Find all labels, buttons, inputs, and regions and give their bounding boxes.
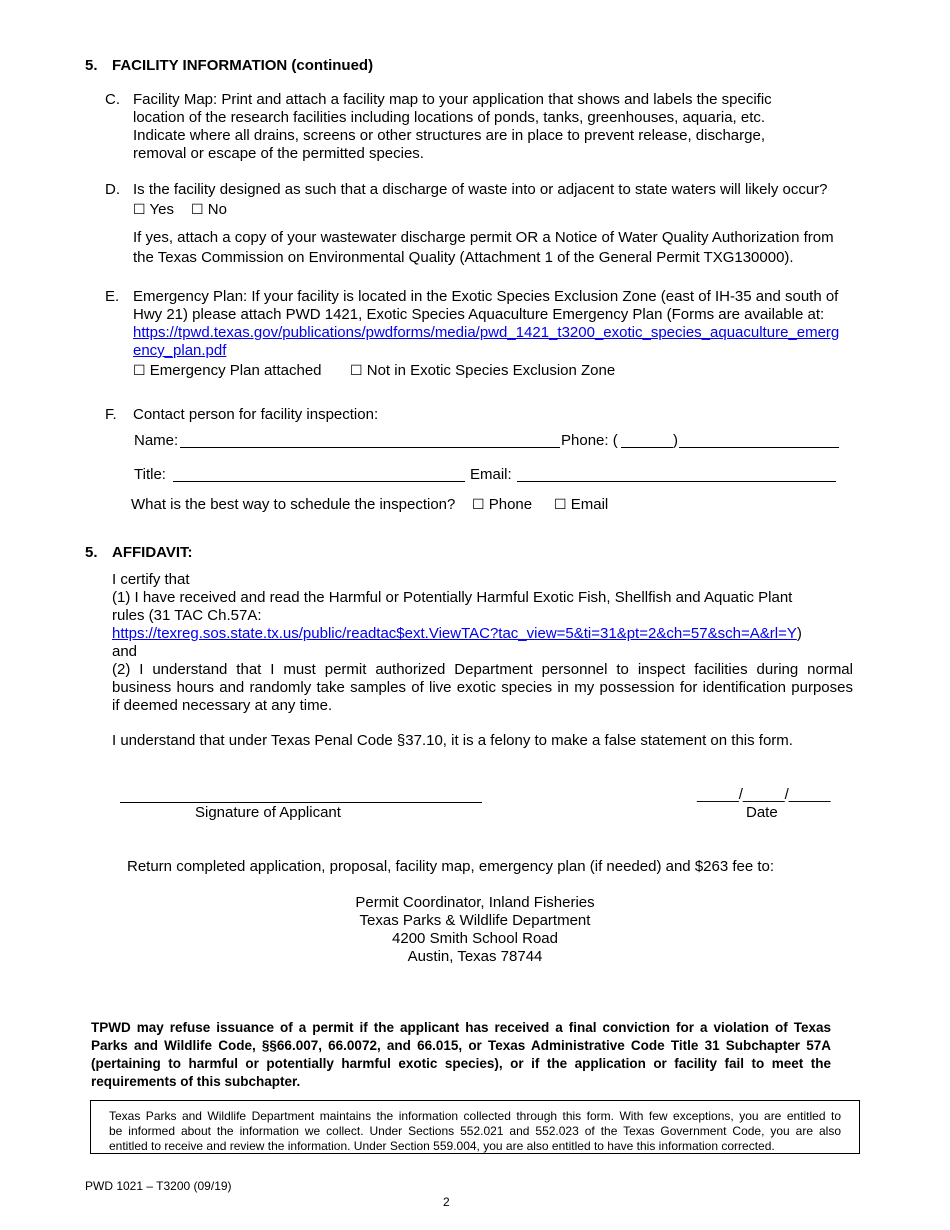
checkbox-icon[interactable]: ☐ — [350, 363, 363, 379]
discharge-no-option[interactable] — [191, 201, 227, 219]
emergency-plan-attached-label: Emergency Plan attached — [149, 362, 322, 379]
affidavit-title: AFFIDAVIT: — [112, 544, 193, 561]
return-instruction: Return completed application, proposal, facility map, emergency plan (if needed) and $263 fee to: — [127, 858, 775, 875]
address-line-2: Texas Parks & Wildlife Department — [359, 912, 591, 929]
name-label: Name: — [134, 432, 179, 449]
no-label: No — [207, 201, 227, 218]
affidavit-and: and — [112, 643, 138, 660]
privacy-line-2: be informed about the information we collect. Under Sections 552.021 and 552.023 of the Texas Government Code, you are also — [109, 1124, 841, 1138]
address-line-4: Austin, Texas 78744 — [407, 948, 543, 965]
item-d-note-line-1: If yes, attach a copy of your wastewater discharge permit OR a Notice of Water Quality Authorization from — [133, 229, 834, 246]
privacy-notice-box — [90, 1100, 860, 1154]
tac-link-close: ) — [796, 625, 802, 642]
item-e-letter: E. — [105, 288, 120, 305]
item-f-label: Contact person for facility inspection: — [133, 406, 379, 423]
checkbox-icon[interactable]: ☐ — [133, 363, 146, 379]
refusal-line-2: Parks and Wildlife Code, §§66.007, 66.0072, and 66.015, or Texas Administrative Code Title 31 Subchapter 57A — [91, 1038, 831, 1053]
privacy-line-3: entitled to receive and review the information. Under Section 559.004, you are also entitled to have this information corrected. — [109, 1139, 775, 1153]
item-d-question: Is the facility designed as such that a discharge of waste into or adjacent to state waters will likely occur? — [133, 181, 828, 198]
item-c-line-1: Facility Map: Print and attach a facility map to your application that shows and labels the specific — [133, 91, 772, 108]
phone-close-paren: ) — [673, 432, 678, 449]
item-c-line-4: removal or escape of the permitted species. — [133, 145, 424, 162]
checkbox-icon[interactable]: ☐ — [472, 497, 485, 513]
item-e-line-2: Hwy 21) please attach PWD 1421, Exotic Species Aquaculture Emergency Plan (Forms are available at: — [133, 306, 825, 323]
item-c-line-2: location of the research facilities including locations of ponds, tanks, greenhouses, aquaria, etc. — [133, 109, 766, 126]
schedule-email-label: Email — [570, 496, 609, 513]
not-in-exclusion-zone-label: Not in Exotic Species Exclusion Zone — [366, 362, 616, 379]
title-field[interactable] — [173, 481, 465, 482]
checkbox-icon[interactable]: ☐ — [191, 202, 204, 218]
affidavit-number: 5. — [85, 544, 98, 561]
phone-number-field[interactable] — [679, 447, 839, 448]
discharge-yes-option[interactable] — [133, 201, 174, 219]
email-field[interactable] — [517, 481, 836, 482]
title-label: Title: — [134, 466, 166, 483]
name-field[interactable] — [180, 447, 560, 448]
refusal-line-4: requirements of this subchapter. — [91, 1074, 301, 1089]
not-in-exclusion-zone-option[interactable] — [350, 362, 615, 380]
item-c-letter: C. — [105, 91, 120, 108]
signature-field[interactable] — [120, 802, 482, 803]
affidavit-p2-line-1: (2) I understand that I must permit authorized Department personnel to inspect facilities during normal — [112, 661, 853, 678]
address-line-3: 4200 Smith School Road — [392, 930, 558, 947]
phone-area-code-field[interactable] — [621, 447, 673, 448]
emergency-plan-link-line-1[interactable]: https://tpwd.texas.gov/publications/pwdforms/media/pwd_1421_t3200_exotic_species_aquaculture_emerg — [133, 324, 840, 341]
date-label: Date — [746, 804, 778, 821]
item-c-line-3: Indicate where all drains, screens or other structures are in place to prevent release, discharge, — [133, 127, 765, 144]
section-title: FACILITY INFORMATION (continued) — [112, 57, 374, 74]
page-number: 2 — [443, 1195, 450, 1209]
item-d-note-line-2: the Texas Commission on Environmental Quality (Attachment 1 of the General Permit TXG130000). — [133, 249, 794, 266]
emergency-plan-attached-option[interactable] — [133, 362, 322, 380]
schedule-question: What is the best way to schedule the inspection? — [131, 496, 456, 513]
affidavit-p2-line-2: business hours and randomly take samples of live exotic species in my possession for identification purposes — [112, 679, 853, 696]
item-d-letter: D. — [105, 181, 120, 198]
refusal-line-1: TPWD may refuse issuance of a permit if the applicant has received a final conviction for a violation of Texas — [91, 1020, 831, 1035]
checkbox-icon[interactable]: ☐ — [554, 497, 567, 513]
certify-text: I certify that — [112, 571, 190, 588]
email-label: Email: — [470, 466, 512, 483]
tac-rules-link[interactable]: https://texreg.sos.state.tx.us/public/readtac$ext.ViewTAC?tac_view=5&ti=31&pt=2&ch=57&sch=A&rl=Y — [112, 625, 797, 642]
emergency-plan-link-line-2[interactable]: ency_plan.pdf — [133, 342, 227, 359]
affidavit-p1-line-2: rules (31 TAC Ch.57A: — [112, 607, 262, 624]
address-line-1: Permit Coordinator, Inland Fisheries — [355, 894, 595, 911]
schedule-phone-option[interactable] — [472, 496, 532, 514]
section-number: 5. — [85, 57, 98, 74]
item-e-line-1: Emergency Plan: If your facility is located in the Exotic Species Exclusion Zone (east of IH-35 and south of — [133, 288, 839, 305]
phone-label: Phone: ( — [561, 432, 618, 449]
signature-label: Signature of Applicant — [195, 804, 341, 821]
checkbox-icon[interactable]: ☐ — [133, 202, 146, 218]
schedule-email-option[interactable] — [554, 496, 608, 514]
form-id: PWD 1021 – T3200 (09/19) — [85, 1179, 232, 1193]
date-field[interactable]: _____/_____/_____ — [697, 786, 831, 803]
tac-rules-reference — [112, 625, 802, 643]
schedule-phone-label: Phone — [488, 496, 533, 513]
yes-label: Yes — [149, 201, 174, 218]
refusal-line-3: (pertaining to harmful or potentially harmful exotic species), or if the application or facility fail to meet the — [91, 1056, 831, 1071]
privacy-line-1: Texas Parks and Wildlife Department maintains the information collected through this form. With few exceptions, you are entitled to — [109, 1109, 841, 1123]
affidavit-p2-line-3: if deemed necessary at any time. — [112, 697, 333, 714]
item-f-letter: F. — [105, 406, 117, 423]
penal-code-statement: I understand that under Texas Penal Code §37.10, it is a felony to make a false statement on this form. — [112, 732, 793, 749]
affidavit-p1-line-1: (1) I have received and read the Harmful or Potentially Harmful Exotic Fish, Shellfish and Aquatic Plant — [112, 589, 793, 606]
